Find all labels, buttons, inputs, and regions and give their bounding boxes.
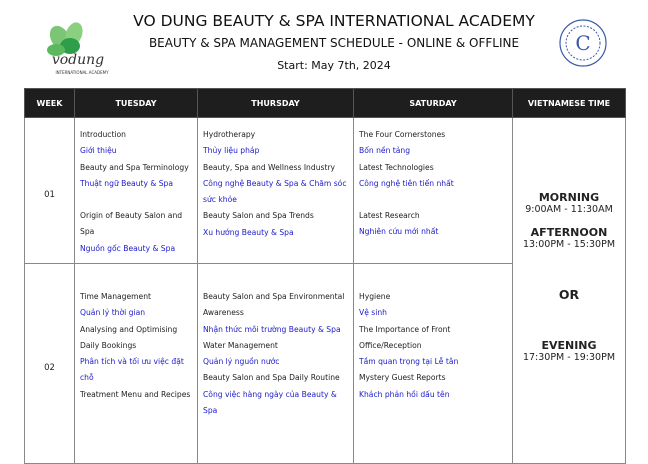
- logo-subtext: INTERNATIONAL ACADEMY: [55, 70, 109, 75]
- week-number: 01: [25, 118, 75, 264]
- topic-vietnamese: Công việc hàng ngày của Beauty & Spa: [203, 389, 337, 416]
- topic-vietnamese: Quản lý nguồn nước: [203, 357, 280, 367]
- topic-english: Hygiene: [359, 292, 391, 301]
- spacer: [80, 192, 192, 208]
- topic-vietnamese: Thủy liệu pháp: [203, 146, 260, 156]
- topic-vietnamese: Khách phản hồi dấu tên: [359, 389, 450, 399]
- topic-vietnamese: Thuật ngữ Beauty & Spa: [80, 178, 174, 188]
- topic-vietnamese: Xu hướng Beauty & Spa: [203, 227, 294, 237]
- thursday-cell: [198, 264, 354, 464]
- afternoon-range: 13:00PM - 15:30PM: [522, 239, 616, 250]
- or-label: OR: [558, 287, 580, 302]
- topic-vietnamese: Nghiên cứu mới nhất: [359, 227, 439, 237]
- header-tuesday: TUESDAY: [75, 89, 198, 118]
- topic-english: Beauty Salon and Spa Trends: [203, 211, 314, 221]
- topic-vietnamese: Giới thiệu: [80, 146, 117, 156]
- spacer: [359, 192, 507, 208]
- page-title: VO DUNG BEAUTY & SPA INTERNATIONAL ACADEMY: [133, 12, 535, 30]
- morning-range: 9:00AM - 11:30AM: [525, 204, 613, 215]
- spacer: [359, 273, 507, 289]
- saturday-cell: [354, 118, 513, 264]
- schedule-table: [24, 88, 626, 464]
- table-row: [25, 118, 626, 264]
- page-subtitle: BEAUTY & SPA MANAGEMENT SCHEDULE - ONLINE & OFFLINE: [148, 36, 520, 50]
- topic-english: The Importance of Front Office/Reception: [359, 324, 451, 350]
- topic-english: Beauty and Spa Terminology: [80, 162, 189, 172]
- topic-vietnamese: Tầm quan trọng tại Lễ tân: [359, 357, 459, 367]
- topic-english: Time Management: [80, 292, 152, 301]
- week-number: 02: [25, 264, 75, 464]
- logo-text: vodung: [51, 52, 105, 68]
- start-date: Start: May 7th, 2024: [277, 59, 391, 72]
- topic-vietnamese: Quản lý thời gian: [80, 308, 146, 318]
- topic-english: Beauty, Spa and Wellness Industry: [203, 162, 336, 172]
- tuesday-cell: [75, 264, 198, 464]
- header-time: VIETNAMESE TIME: [513, 89, 626, 118]
- header-week: WEEK: [25, 89, 75, 118]
- topic-english: Hydrotherapy: [203, 130, 256, 139]
- tuesday-cell: [75, 118, 198, 264]
- spacer: [80, 273, 192, 289]
- topic-english: Origin of Beauty Salon and Spa: [80, 211, 183, 237]
- topic-vietnamese: Nguồn gốc Beauty & Spa: [80, 243, 176, 253]
- topic-vietnamese: Công nghệ tiên tiến nhất: [359, 178, 454, 188]
- topic-english: Beauty Salon and Spa Environmental Awareness: [203, 292, 345, 318]
- topic-english: The Four Cornerstones: [359, 130, 446, 139]
- topic-english: Mystery Guest Reports: [359, 373, 446, 383]
- thursday-cell: [198, 118, 354, 264]
- topic-vietnamese: Phân tích và tối ưu việc đặt chỗ: [80, 357, 184, 383]
- topic-english: Water Management: [203, 340, 278, 350]
- header-thursday: THURSDAY: [198, 89, 354, 118]
- evening-range: 17:30PM - 19:30PM: [522, 352, 616, 364]
- spacer: [203, 273, 348, 289]
- topic-english: Introduction: [80, 130, 126, 139]
- morning-label: MORNING: [538, 191, 600, 204]
- topic-english: Analysing and Optimising Daily Bookings: [80, 324, 178, 350]
- topic-vietnamese: Bốn nền tảng: [359, 146, 411, 156]
- afternoon-label: AFTERNOON: [530, 226, 608, 239]
- topic-english: Latest Technologies: [359, 162, 434, 172]
- topic-vietnamese: Vệ sinh: [359, 308, 387, 318]
- table-header-row: [25, 89, 626, 118]
- header-saturday: SATURDAY: [354, 89, 513, 118]
- topic-english: Beauty Salon and Spa Daily Routine: [203, 373, 340, 383]
- topic-vietnamese: Nhận thức môi trường Beauty & Spa: [203, 324, 341, 334]
- topic-vietnamese: Công nghệ Beauty & Spa & Chăm sóc sức khỏe: [203, 178, 347, 205]
- topic-english: Latest Research: [359, 211, 420, 221]
- svg-text:C: C: [575, 31, 591, 55]
- evening-label: EVENING: [541, 339, 597, 353]
- topic-english: Treatment Menu and Recipes: [80, 389, 191, 399]
- time-cell: [513, 118, 626, 464]
- saturday-cell: [354, 264, 513, 464]
